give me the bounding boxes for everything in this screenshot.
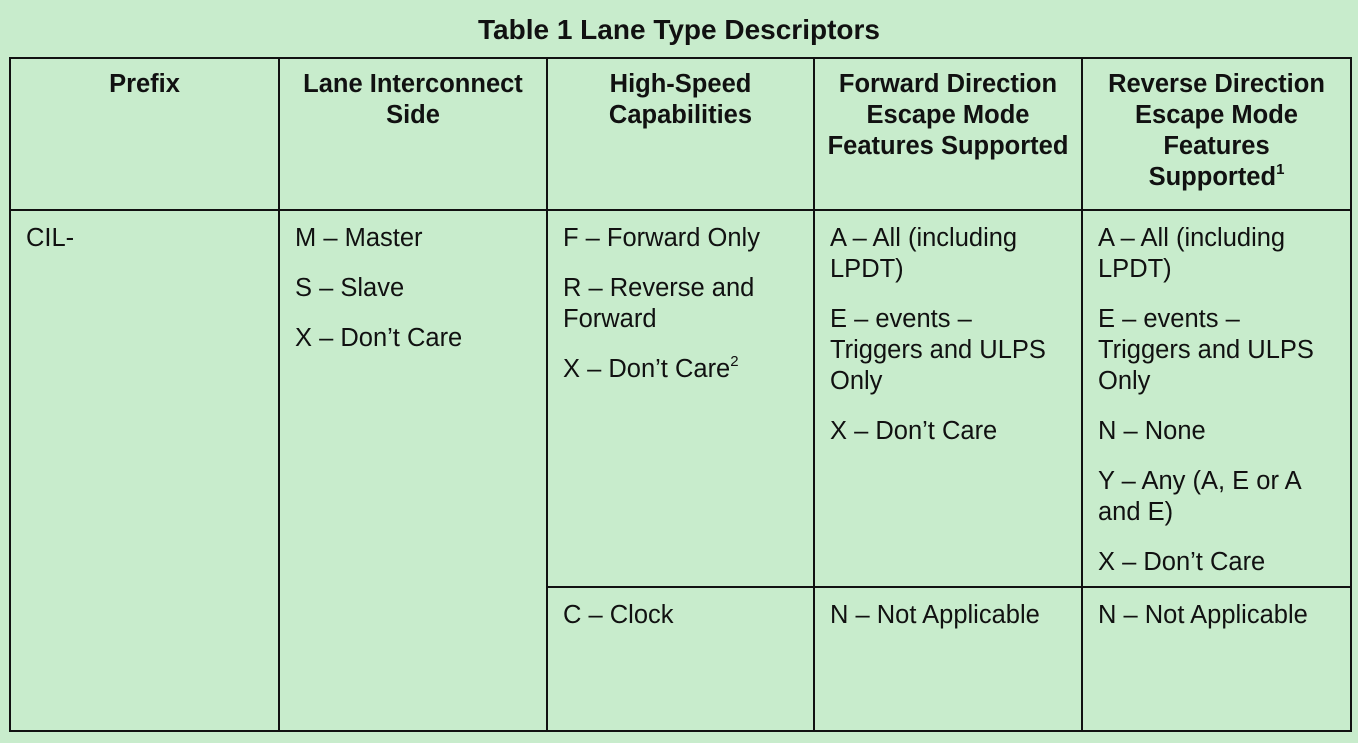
lane-side-master: M – Master — [295, 224, 423, 252]
cell-clock-reverse-escape — [1082, 587, 1351, 731]
forward-escape-dont-care: X – Don’t Care — [830, 417, 998, 445]
table-caption: Table 1 Lane Type Descriptors — [478, 14, 880, 45]
high-speed-dont-care: X – Don’t Care — [563, 355, 731, 383]
cell-clock-forward-escape — [814, 587, 1082, 731]
high-speed-forward-only: F – Forward Only — [563, 224, 760, 252]
footnote-marker-1: 1 — [1276, 160, 1285, 178]
footnote-marker-2: 2 — [730, 352, 739, 370]
forward-escape-events: E – events – Triggers and ULPS Only — [830, 305, 1046, 395]
cell-prefix — [10, 210, 279, 731]
table-row-data — [10, 210, 1351, 587]
reverse-escape-dont-care: X – Don’t Care — [1098, 548, 1266, 576]
cell-clock-high-speed — [547, 587, 814, 731]
cell-reverse-escape-mode — [1082, 210, 1351, 587]
header-prefix-label: Prefix — [109, 70, 180, 98]
reverse-escape-none: N – None — [1098, 417, 1206, 445]
lane-side-dont-care: X – Don’t Care — [295, 324, 463, 352]
header-reverse-escape-mode-label: Reverse Direction Escape Mode Features Supported — [1108, 70, 1325, 191]
cell-forward-escape-mode — [814, 210, 1082, 587]
lane-side-slave: S – Slave — [295, 274, 405, 302]
forward-escape-not-applicable: N – Not Applicable — [830, 601, 1040, 629]
high-speed-reverse-and-forward: R – Reverse and Forward — [563, 274, 755, 333]
header-forward-escape-mode-label: Forward Direction Escape Mode Features Supported — [827, 70, 1069, 160]
cell-high-speed-capabilities — [547, 210, 814, 587]
lane-type-table — [9, 57, 1352, 732]
header-forward-escape-mode — [814, 58, 1082, 210]
cell-lane-interconnect-side — [279, 210, 547, 731]
reverse-escape-not-applicable: N – Not Applicable — [1098, 601, 1308, 629]
reverse-escape-any: Y – Any (A, E or A and E) — [1098, 467, 1301, 526]
reverse-escape-events: E – events – Triggers and ULPS Only — [1098, 305, 1314, 395]
header-high-speed-capabilities-label: High-Speed Capabilities — [608, 70, 753, 129]
header-prefix — [10, 58, 279, 210]
forward-escape-all: A – All (including LPDT) — [830, 224, 1018, 283]
header-lane-interconnect-side — [279, 58, 547, 210]
header-high-speed-capabilities — [547, 58, 814, 210]
header-row — [10, 58, 1351, 210]
high-speed-clock: C – Clock — [563, 601, 674, 629]
header-reverse-escape-mode — [1082, 58, 1351, 210]
prefix-value: CIL- — [26, 224, 75, 252]
header-lane-interconnect-side-label: Lane Interconnect Side — [303, 70, 523, 129]
high-speed-dont-care-line — [563, 354, 799, 385]
reverse-escape-all: A – All (including LPDT) — [1098, 224, 1286, 283]
